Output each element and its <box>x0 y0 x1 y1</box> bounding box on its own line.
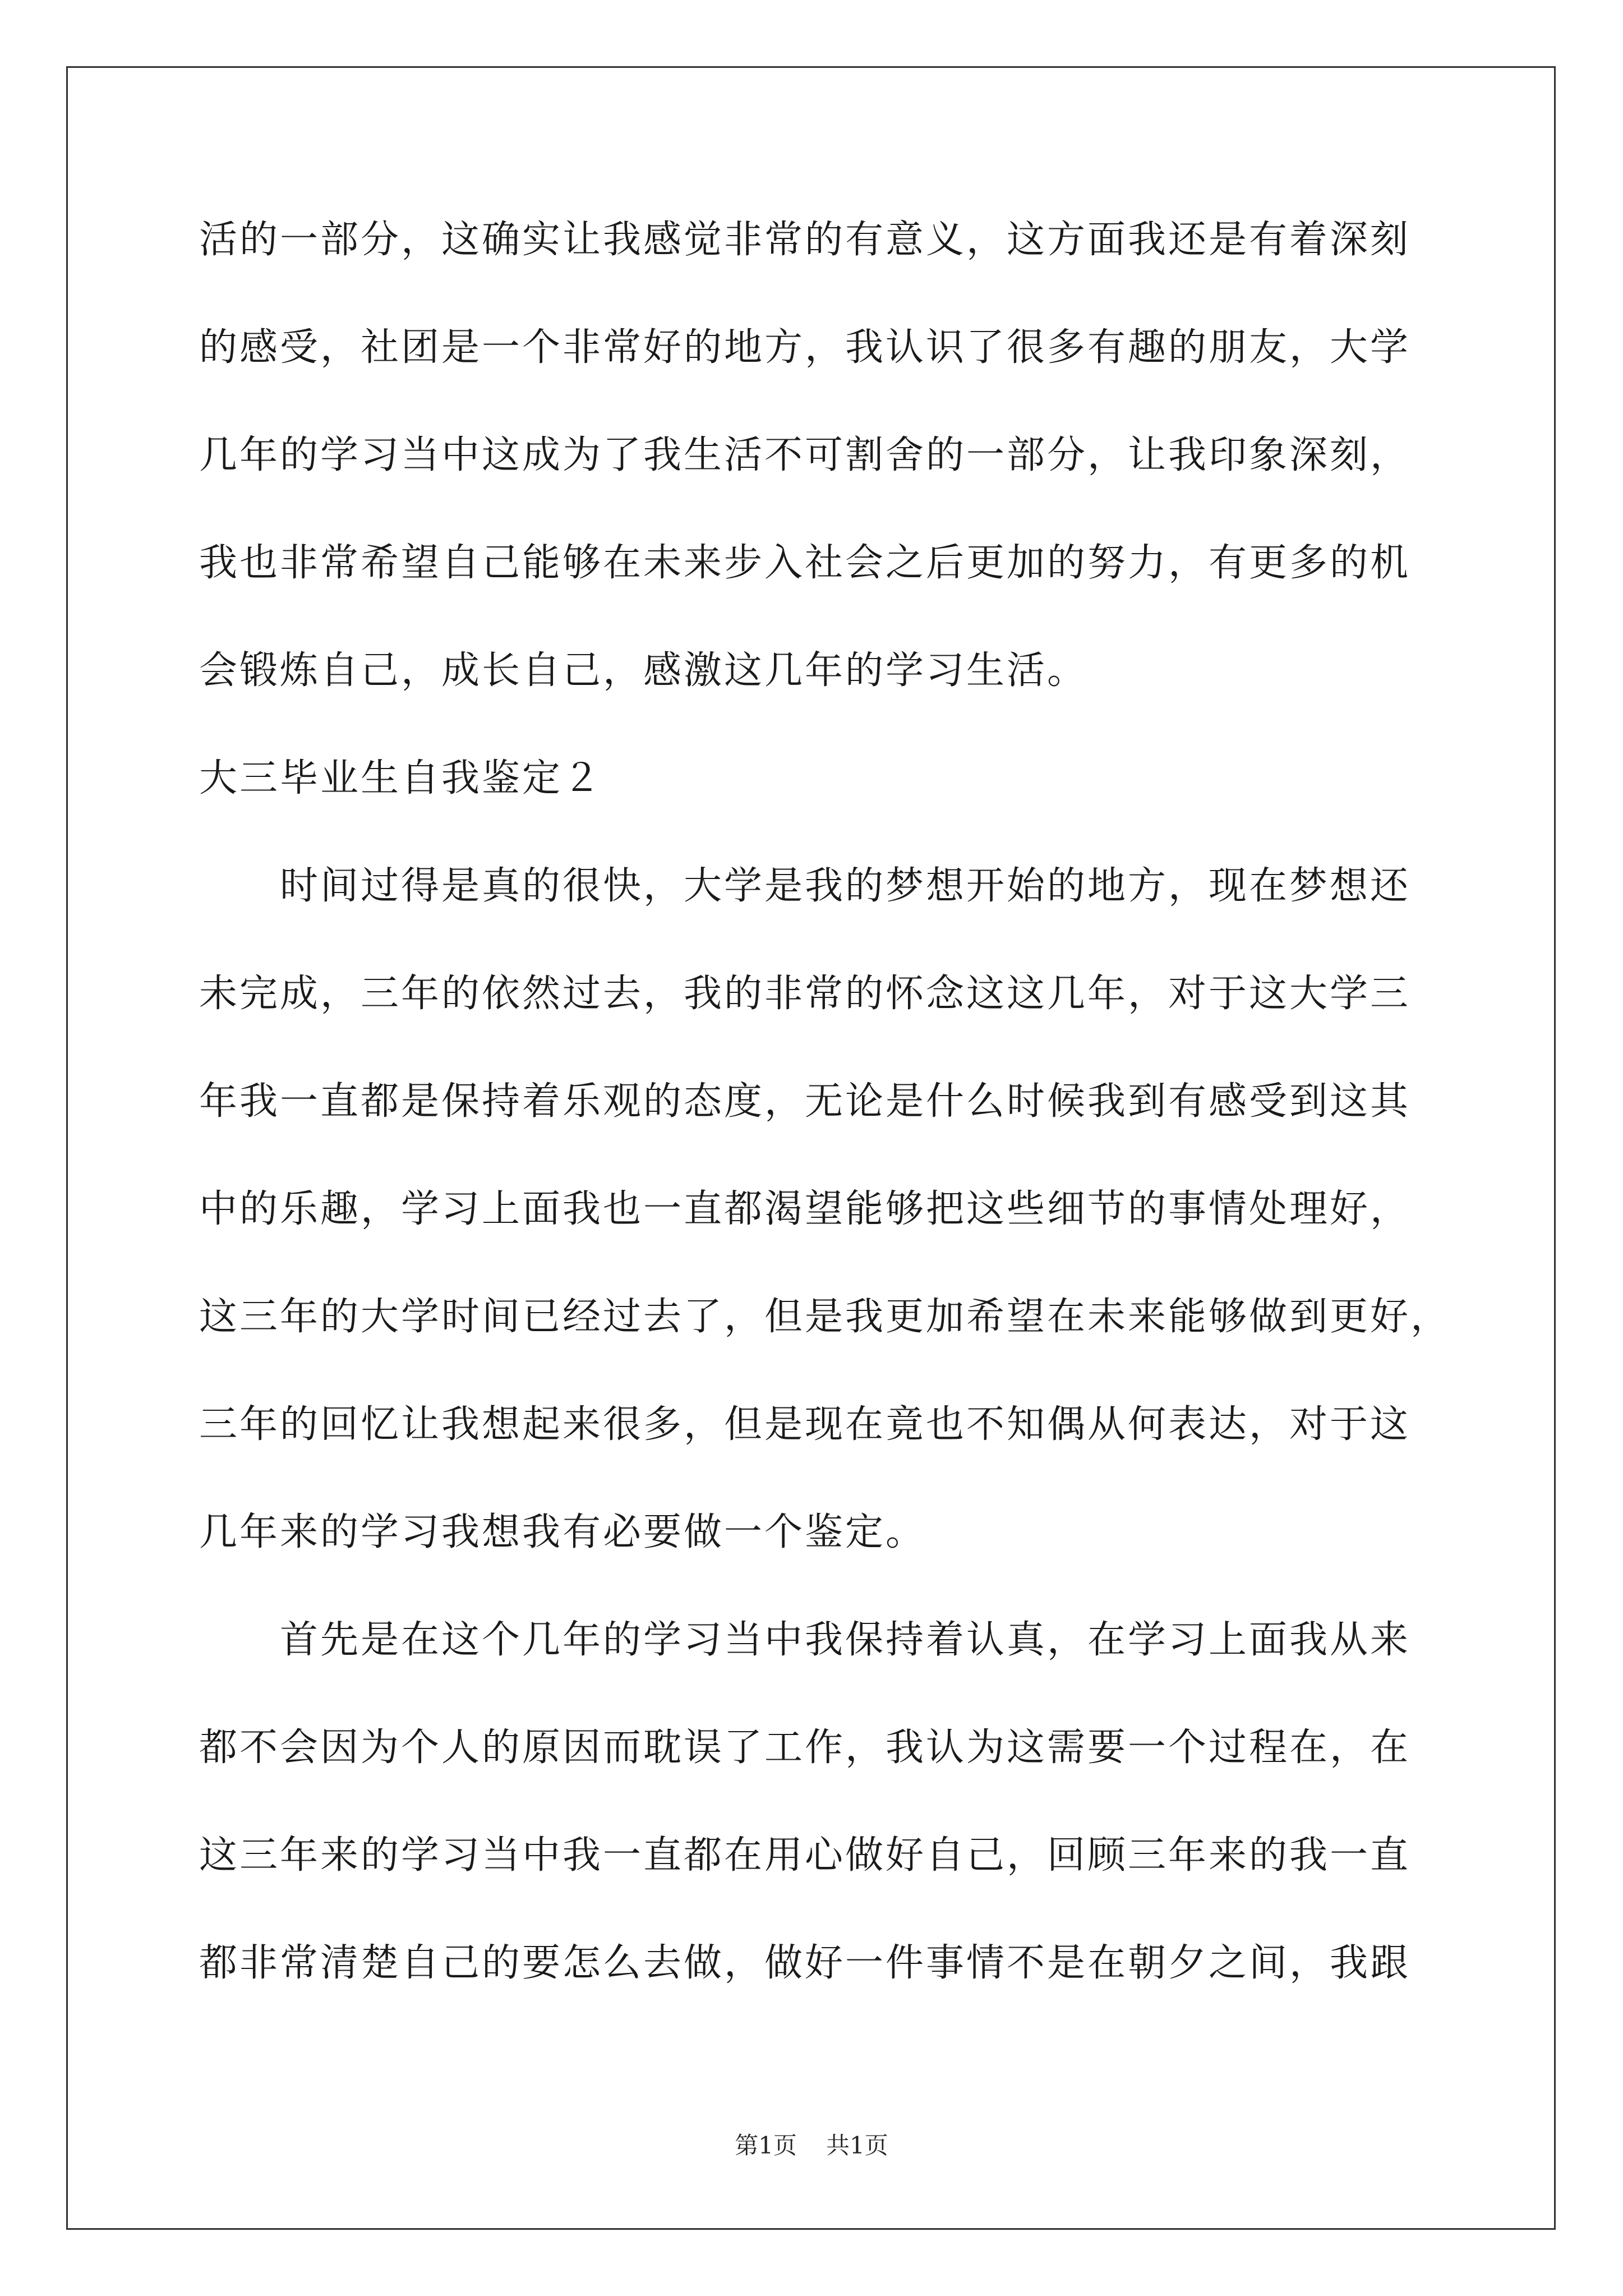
text-line: 会锻炼自己，成长自己，感激这几年的学习生活。 <box>199 648 1088 693</box>
text-line: 这三年来的学习当中我一直都在用心做好自己，回顾三年来的我一直 <box>199 1833 1411 1878</box>
text-line: 时间过得是真的很快，大学是我的梦想开始的地方，现在梦想还 <box>199 864 1411 908</box>
text-line: 中的乐趣，学习上面我也一直都渴望能够把这些细节的事情处理好， <box>199 1187 1411 1231</box>
text-line: 活的一部分，这确实让我感觉非常的有意义，这方面我还是有着深刻 <box>199 218 1411 262</box>
text-line: 几年的学习当中这成为了我生活不可割舍的一部分，让我印象深刻， <box>199 433 1411 477</box>
page-number-total: 共1页 <box>826 2132 888 2159</box>
text-line: 未完成，三年的依然过去，我的非常的怀念这这几年，对于这大学三 <box>199 972 1411 1016</box>
text-line: 首先是在这个几年的学习当中我保持着认真，在学习上面我从来 <box>199 1618 1411 1662</box>
text-line: 几年来的学习我想我有必要做一个鉴定。 <box>199 1510 926 1554</box>
text-line: 都不会因为个人的原因而耽误了工作，我认为这需要一个过程在，在 <box>199 1726 1411 1770</box>
text-line: 这三年的大学时间已经过去了，但是我更加希望在未来能够做到更好， <box>199 1295 1451 1339</box>
page-number-current: 第1页 <box>735 2132 797 2159</box>
text-line: 我也非常希望自己能够在未来步入社会之后更加的努力，有更多的机 <box>199 541 1411 585</box>
text-line: 的感受，社团是一个非常好的地方，我认识了很多有趣的朋友，大学 <box>199 325 1411 370</box>
text-line: 年我一直都是保持着乐观的态度，无论是什么时候我到有感受到这其 <box>199 1079 1411 1124</box>
section-heading: 大三毕业生自我鉴定２ <box>199 756 603 800</box>
text-line: 三年的回忆让我想起来很多，但是现在竟也不知偶从何表达，对于这 <box>199 1402 1411 1447</box>
text-line: 都非常清楚自己的要怎么去做，做好一件事情不是在朝夕之间，我跟 <box>199 1941 1411 1985</box>
document-body <box>199 219 1455 1985</box>
page-footer <box>0 2132 1623 2160</box>
